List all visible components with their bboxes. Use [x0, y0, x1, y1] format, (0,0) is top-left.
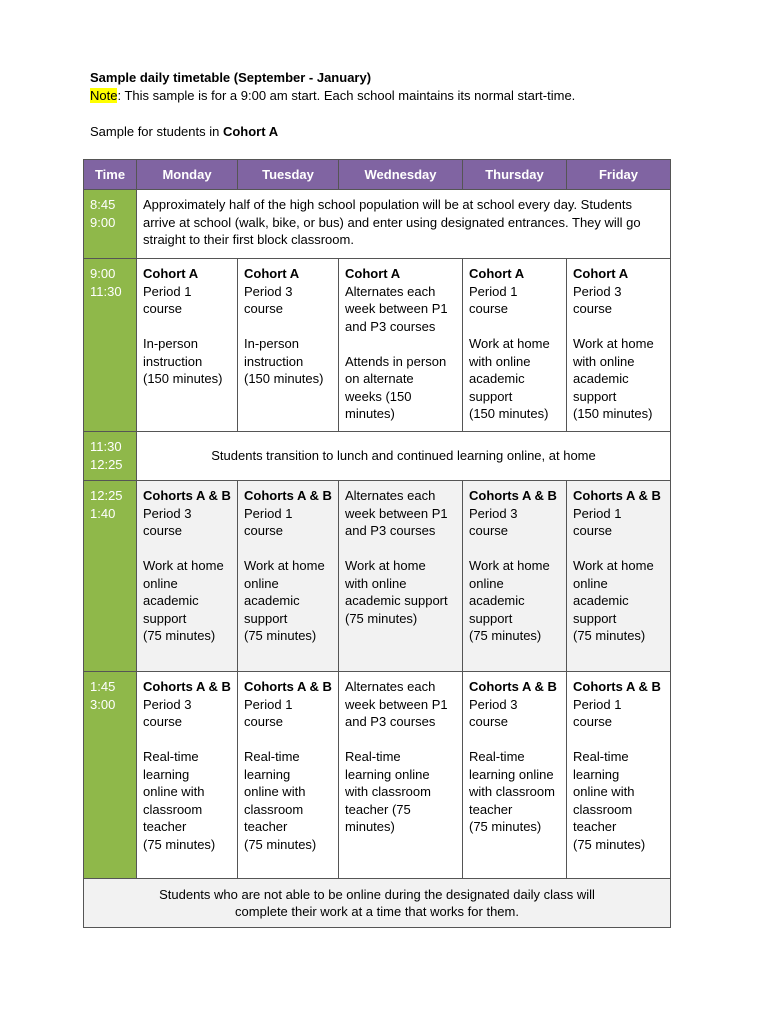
mode-line: In-person: [244, 336, 299, 351]
mode-line: academic: [469, 371, 525, 386]
header-thursday: Thursday: [463, 160, 567, 190]
cohort-label: Cohorts A & B: [143, 679, 231, 694]
cohort-label: Cohort A: [345, 266, 401, 281]
mode-line: minutes): [345, 819, 395, 834]
mode-line: online: [143, 575, 178, 591]
mode-line: with classroom: [345, 784, 431, 799]
mode-line: classroom: [573, 801, 633, 817]
mode-line: Work at home: [573, 558, 654, 573]
cohort-line: [90, 124, 278, 139]
mode-line: (150 minutes): [143, 371, 223, 386]
mode-line: support: [573, 388, 617, 404]
mode-line: Real-time: [143, 749, 199, 764]
mode-line: minutes): [345, 406, 395, 421]
course-line: course: [469, 523, 509, 538]
course-line: week between P1: [345, 301, 448, 316]
line-gap: [573, 731, 666, 749]
footer-line-1: Students who are not able to be online during the designated daily class will: [159, 886, 595, 902]
line-gap: [143, 540, 233, 558]
header-wednesday: Wednesday: [339, 160, 463, 190]
line-gap: [469, 731, 562, 749]
mode-line: learning: [143, 766, 190, 782]
time-start: 11:30: [90, 439, 122, 454]
time-start: 12:25: [90, 488, 123, 503]
arrival-cell: Approximately half of the high school population will be at school every day. Students arrive at school (walk, bike, or bus) and enter using designated entrances. They will go straight to their first block classroom.: [137, 190, 671, 259]
course-line: Alternates each: [345, 488, 436, 503]
mode-line: (75 minutes): [244, 628, 317, 643]
mode-line: learning online: [345, 766, 430, 782]
course-line: week between P1: [345, 696, 448, 712]
time-end: 1:40: [90, 505, 116, 521]
day-cell: [567, 481, 671, 672]
line-gap: [143, 731, 233, 749]
line-gap: [143, 318, 233, 336]
cohort-label: Cohort A: [469, 266, 525, 281]
table-row: [84, 432, 671, 481]
mode-line: Real-time: [573, 749, 629, 764]
day-cell: [567, 672, 671, 879]
cohort-label: Cohorts A & B: [469, 488, 557, 503]
cohort-label: Cohorts A & B: [244, 488, 332, 503]
mode-line: (75 minutes): [469, 628, 542, 643]
time-end: 12:25: [90, 456, 123, 472]
course-line: Alternates each: [345, 679, 436, 694]
course-line: Period 1: [244, 696, 293, 712]
day-cell: [463, 481, 567, 672]
mode-line: Real-time: [244, 749, 300, 764]
table-row: [84, 190, 671, 259]
mode-line: learning online: [469, 766, 554, 782]
day-cell: [463, 672, 567, 879]
mode-line: weeks (150: [345, 388, 412, 404]
cohort-label: Cohorts A & B: [244, 679, 332, 694]
mode-line: teacher: [244, 819, 288, 834]
mode-line: (150 minutes): [244, 371, 324, 386]
cohort-label: Cohort A: [143, 266, 199, 281]
course-line: Alternates each: [345, 283, 436, 299]
day-cell: [238, 259, 339, 432]
mode-line: support: [244, 610, 288, 626]
course-line: Period 1: [143, 283, 192, 299]
time-cell: [84, 259, 137, 432]
course-line: course: [244, 714, 284, 729]
time-cell: [84, 672, 137, 879]
mode-line: with online: [469, 353, 531, 369]
timetable: [83, 159, 671, 928]
course-line: Period 3: [469, 505, 518, 521]
mode-line: teacher (75: [345, 801, 411, 817]
day-cell: [137, 672, 238, 879]
footer-line-2: complete their work at a time that works for them.: [235, 904, 519, 919]
mode-line: with online: [573, 353, 635, 369]
mode-line: Work at home: [469, 336, 550, 351]
course-line: Period 3: [143, 696, 192, 712]
mode-line: (75 minutes): [345, 610, 418, 626]
day-cell: [137, 481, 238, 672]
header-row: [84, 160, 671, 190]
mode-line: (75 minutes): [143, 628, 216, 643]
mode-line: online: [469, 575, 504, 591]
document-title: Sample daily timetable (September - January): [90, 70, 372, 85]
header-time: Time: [84, 160, 137, 190]
line-gap: [469, 540, 562, 558]
day-cell: [238, 672, 339, 879]
mode-line: support: [469, 610, 513, 626]
course-line: course: [573, 714, 613, 729]
mode-line: academic: [244, 593, 300, 608]
cohort-label: Cohort A: [244, 266, 300, 281]
day-cell: [137, 259, 238, 432]
line-gap: [573, 540, 666, 558]
mode-line: academic: [573, 593, 629, 608]
time-start: 9:00: [90, 266, 116, 281]
course-line: course: [244, 523, 284, 538]
course-line: Period 1: [469, 283, 518, 299]
mode-line: support: [573, 610, 617, 626]
mode-line: support: [469, 388, 513, 404]
mode-line: online with: [573, 784, 635, 799]
day-cell: [339, 481, 463, 672]
mode-line: teacher: [143, 819, 187, 834]
mode-line: (75 minutes): [573, 836, 646, 852]
time-end: 9:00: [90, 214, 116, 230]
course-line: Period 1: [573, 696, 622, 712]
mode-line: In-person: [143, 336, 198, 351]
mode-line: Work at home: [469, 558, 550, 573]
course-line: Period 3: [469, 696, 518, 712]
header-tuesday: Tuesday: [238, 160, 339, 190]
mode-line: academic support: [345, 593, 448, 608]
footer-cell: [84, 879, 671, 928]
course-line: course: [143, 714, 183, 729]
course-line: course: [244, 301, 284, 316]
table-row: [84, 879, 671, 928]
mode-line: (150 minutes): [573, 406, 653, 421]
day-cell: [339, 672, 463, 879]
time-cell: [84, 190, 137, 259]
mode-line: (75 minutes): [573, 628, 646, 643]
mode-line: support: [143, 610, 187, 626]
table-row: [84, 259, 671, 432]
note-label: Note: [90, 88, 118, 103]
mode-line: instruction: [143, 353, 203, 369]
mode-line: online with: [143, 784, 205, 799]
course-line: week between P1: [345, 505, 448, 521]
cohort-prefix: Sample for students in: [90, 124, 223, 139]
course-line: Period 1: [573, 505, 622, 521]
mode-line: (75 minutes): [143, 836, 216, 852]
mode-line: online: [573, 575, 608, 591]
mode-line: online: [244, 575, 279, 591]
mode-line: Real-time: [345, 749, 401, 764]
time-end: 3:00: [90, 696, 116, 712]
line-gap: [345, 540, 458, 558]
note-line: [90, 88, 575, 103]
course-line: course: [469, 301, 509, 316]
mode-line: classroom: [244, 801, 304, 817]
line-gap: [469, 318, 562, 336]
note-text: : This sample is for a 9:00 am start. Each school maintains its normal start-time.: [117, 88, 576, 103]
course-line: course: [573, 523, 613, 538]
mode-line: instruction: [244, 353, 304, 369]
day-cell: [238, 481, 339, 672]
course-line: Period 3: [244, 283, 293, 299]
time-end: 11:30: [90, 283, 122, 299]
course-line: course: [143, 301, 183, 316]
course-line: and P3 courses: [345, 318, 436, 334]
course-line: Period 3: [143, 505, 192, 521]
mode-line: Attends in person: [345, 353, 447, 369]
mode-line: (75 minutes): [244, 836, 317, 852]
table-row: [84, 481, 671, 672]
mode-line: with classroom: [469, 784, 555, 799]
mode-line: Real-time: [469, 749, 525, 764]
mode-line: academic: [573, 371, 629, 386]
day-cell: [463, 259, 567, 432]
mode-line: Work at home: [345, 558, 426, 573]
table-row: [84, 672, 671, 879]
mode-line: learning: [244, 766, 291, 782]
line-gap: [345, 335, 458, 353]
course-line: and P3 courses: [345, 714, 436, 729]
mode-line: teacher: [573, 819, 617, 834]
line-gap: [244, 318, 334, 336]
time-cell: [84, 481, 137, 672]
cohort-label: Cohort A: [573, 266, 629, 281]
mode-line: with online: [345, 575, 407, 591]
mode-line: academic: [143, 593, 199, 608]
header-monday: Monday: [137, 160, 238, 190]
course-line: Period 1: [244, 505, 293, 521]
mode-line: Work at home: [573, 336, 654, 351]
mode-line: Work at home: [244, 558, 325, 573]
day-cell: [567, 259, 671, 432]
lunch-cell: Students transition to lunch and continued learning online, at home: [137, 432, 671, 481]
line-gap: [244, 731, 334, 749]
time-start: 8:45: [90, 197, 116, 212]
time-start: 1:45: [90, 679, 116, 694]
mode-line: (75 minutes): [469, 819, 542, 834]
course-line: course: [573, 301, 613, 316]
mode-line: Work at home: [143, 558, 224, 573]
header-friday: Friday: [567, 160, 671, 190]
cohort-label: Cohorts A & B: [469, 679, 557, 694]
mode-line: learning: [573, 766, 620, 782]
line-gap: [573, 318, 666, 336]
time-cell: [84, 432, 137, 481]
line-gap: [345, 731, 458, 749]
mode-line: academic: [469, 593, 525, 608]
cohort-label: Cohorts A & B: [573, 679, 661, 694]
cohort-name: Cohort A: [222, 124, 279, 139]
cohort-label: Cohorts A & B: [143, 488, 231, 503]
course-line: course: [469, 714, 509, 729]
course-line: and P3 courses: [345, 523, 436, 538]
mode-line: on alternate: [345, 371, 414, 386]
course-line: Period 3: [573, 283, 622, 299]
mode-line: classroom: [143, 801, 203, 817]
mode-line: online with: [244, 784, 306, 799]
mode-line: teacher: [469, 801, 513, 817]
cohort-label: Cohorts A & B: [573, 488, 661, 503]
course-line: course: [143, 523, 183, 538]
day-cell: [339, 259, 463, 432]
mode-line: (150 minutes): [469, 406, 549, 421]
line-gap: [244, 540, 334, 558]
